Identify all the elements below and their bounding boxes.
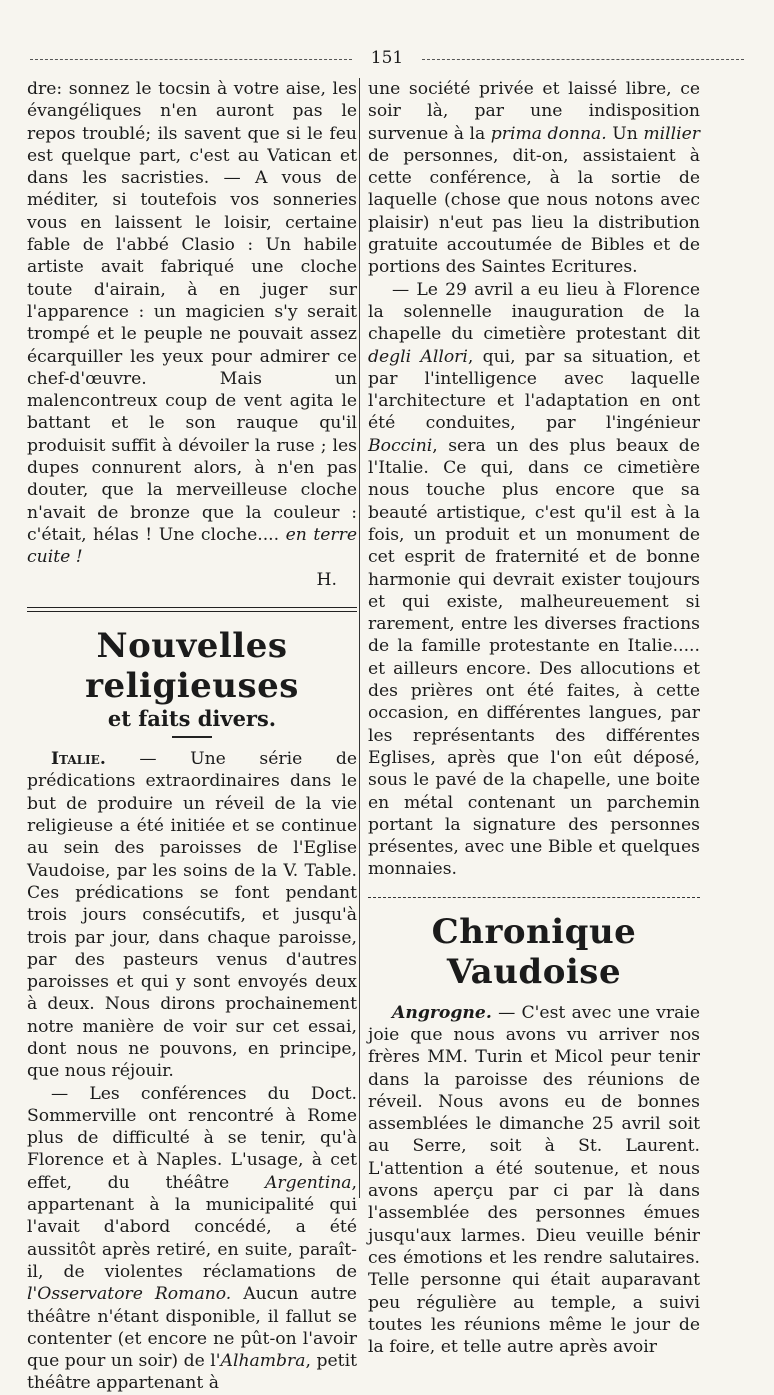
- italie-paragraph: [27, 748, 357, 1082]
- intro-italic: en terre cuite !: [27, 524, 357, 568]
- conf-text-1: — Les conférences du Doct. Sommerville ont rencontré à Rome plus de difficulté à se tenir, qu'à Florence et à Naples. L'usage, à cet effet, du théâtre: [27, 1083, 357, 1193]
- right-column: [368, 78, 700, 1358]
- florence-text-2: , qui, par sa situation, et par l'intelligence avec laquelle l'architecture et l'adaptation en ont été conduites, par l'ingénieur: [368, 346, 700, 434]
- intro-text: dre: sonnez le tocsin à votre aise, les évangéliques n'en auront pas le repos troublé; ils savent que si le feu est quelque part, c'est au Vatican et dans les sacristies. — A vous de méditer, si toutefois vos sonneries vous en laissent le loisir, certaine fable de l'abbé Clasio : Un habile artiste avait fabriqué une cloche toute d'airain, à en juger sur l'apparence : un magicien s'y serait trompé et le peuple ne pouvait assez écarquiller les yeux pour admirer ce chef-d'œuvre. Mais un malencontreux coup de vent agita le battant et le son rauque qu'il produisit suffit à dévoiler la ruse ; les dupes connurent alors, à n'en pas douter, que la merveilleuse cloche n'avait de bronze que la couleur : c'était, hélas ! Une cloche....: [27, 79, 357, 545]
- section-title-chronique: Chronique Vaudoise: [431, 911, 637, 992]
- conferences-paragraph: [27, 1083, 357, 1395]
- italie-text: — Une série de prédications extraordinaires dans le but de produire un réveil de la vie religieuse a été initiée et se continue au sein des paroisses de l'Eglise Vaudoise, par les soins de la V. Table. Ces prédications se font pendant trois jours consécutifs, et jusqu'à trois par jour, dans chaque paroisse, par des pasteurs venus d'autres paroisses et qui y sont envoyés deux à deux. Nous dirons prochainement notre manière de voir sur cet essai, dont nous ne pouvons, en principe, que nous réjouir.: [27, 749, 357, 1082]
- section-subtitle: et faits divers.: [107, 705, 277, 731]
- conf-text-3: Aucun autre théâtre n'étant disponible, il fallut se contenter (et encore ne pût-on l'avoir que pour un soir) de l': [27, 1284, 357, 1372]
- florence-text-3: , sera un des plus beaux de l'Italie. Ce qui, dans ce cimetière nous touche plus encore que sa beauté artistique, c'est qu'il est à la fois, un produit et un monument de cet esprit de fraternité et de bonne harmonie qui devrait exister toujours et qui existe, malheureuement si rarement, entre les diverses fractions de la famille protestante en Italie..... et ailleurs encore. Des allocutions et des prières ont été faites, à cette occasion, en différentes langues, par les représentants des différentes Eglises, après que l'on eût déposé, sous le pavé de la chapelle, une boite en métal contenant un parchemin portant la signature des personnes présentes, avec une Bible et quelques monnaies.: [368, 435, 700, 880]
- section-rule: [27, 607, 357, 612]
- intro-paragraph: [27, 78, 357, 569]
- page-header: [30, 48, 744, 68]
- cont-text-3: de personnes, dit-on, assistaient à cette conférence, à la sortie de laquelle (chose que nous notons avec plaisir) n'eut pas lieu la distribution gratuite accoutumée de Bibles et de portions des Saintes Ecritures.: [368, 145, 700, 278]
- cont-italic-2: millier: [643, 123, 700, 144]
- column-divider: [359, 78, 360, 1198]
- left-column: [27, 78, 357, 1395]
- florence-paragraph: [368, 279, 700, 881]
- florence-italic-2: Boccini: [368, 435, 433, 456]
- header-rule-right: [422, 59, 744, 60]
- angrogne-paragraph: [368, 1002, 700, 1359]
- section-title-nouvelles: Nouvelles religieuses: [85, 625, 299, 706]
- cont-text-1: une société privée et laissé libre, ce soir là, par une indisposition survenue à la: [368, 79, 700, 144]
- continuation-paragraph: [368, 78, 700, 279]
- conf-text-2: , appartenant à la municipalité qui l'avait d'abord concédé, a été aussitôt après retiré, en suite, paraît-il, de violentes réclamations de: [27, 1172, 357, 1282]
- italie-label: Italie.: [51, 749, 106, 770]
- florence-text-1: — Le 29 avril a eu lieu à Florence la solennelle inauguration de la chapelle du cimetière protestant dit: [368, 279, 700, 345]
- short-rule: [172, 736, 212, 738]
- florence-italic-1: degli Allori: [368, 346, 468, 367]
- angrogne-label: Angrogne.: [392, 1002, 492, 1023]
- conf-italic-1: Argentina: [264, 1172, 352, 1193]
- angrogne-text: — C'est avec une vraie joie que nous avons vu arriver nos frères MM. Turin et Micol peur tenir dans la paroisse des réunions de réveil. Nous avons eu de bonnes assemblées le dimanche 25 avril soit au Serre, soit à St. Laurent. L'attention a été soutenue, et nous avons aperçu par ci par là dans l'assemblée des personnes émues jusqu'aux larmes. Dieu veuille bénir ces émotions et les rendre salutaires. Telle personne qui était auparavant peu régulière au temple, a suivi toutes les réunions même le jour de la foire, et telle autre après avoir: [368, 1002, 700, 1358]
- cont-text-2: Un: [606, 123, 644, 144]
- conf-text-4: , petit théâtre appartenant à: [27, 1351, 357, 1394]
- conf-italic-2: l'Osservatore Romano.: [27, 1284, 232, 1305]
- conf-italic-3: Alhambra: [220, 1351, 306, 1372]
- cont-italic-1: prima donna.: [490, 123, 607, 144]
- header-rule-left: [30, 59, 352, 60]
- section-rule-dashed: [368, 897, 700, 898]
- signature: H.: [316, 569, 337, 590]
- page-number: 151: [370, 48, 404, 68]
